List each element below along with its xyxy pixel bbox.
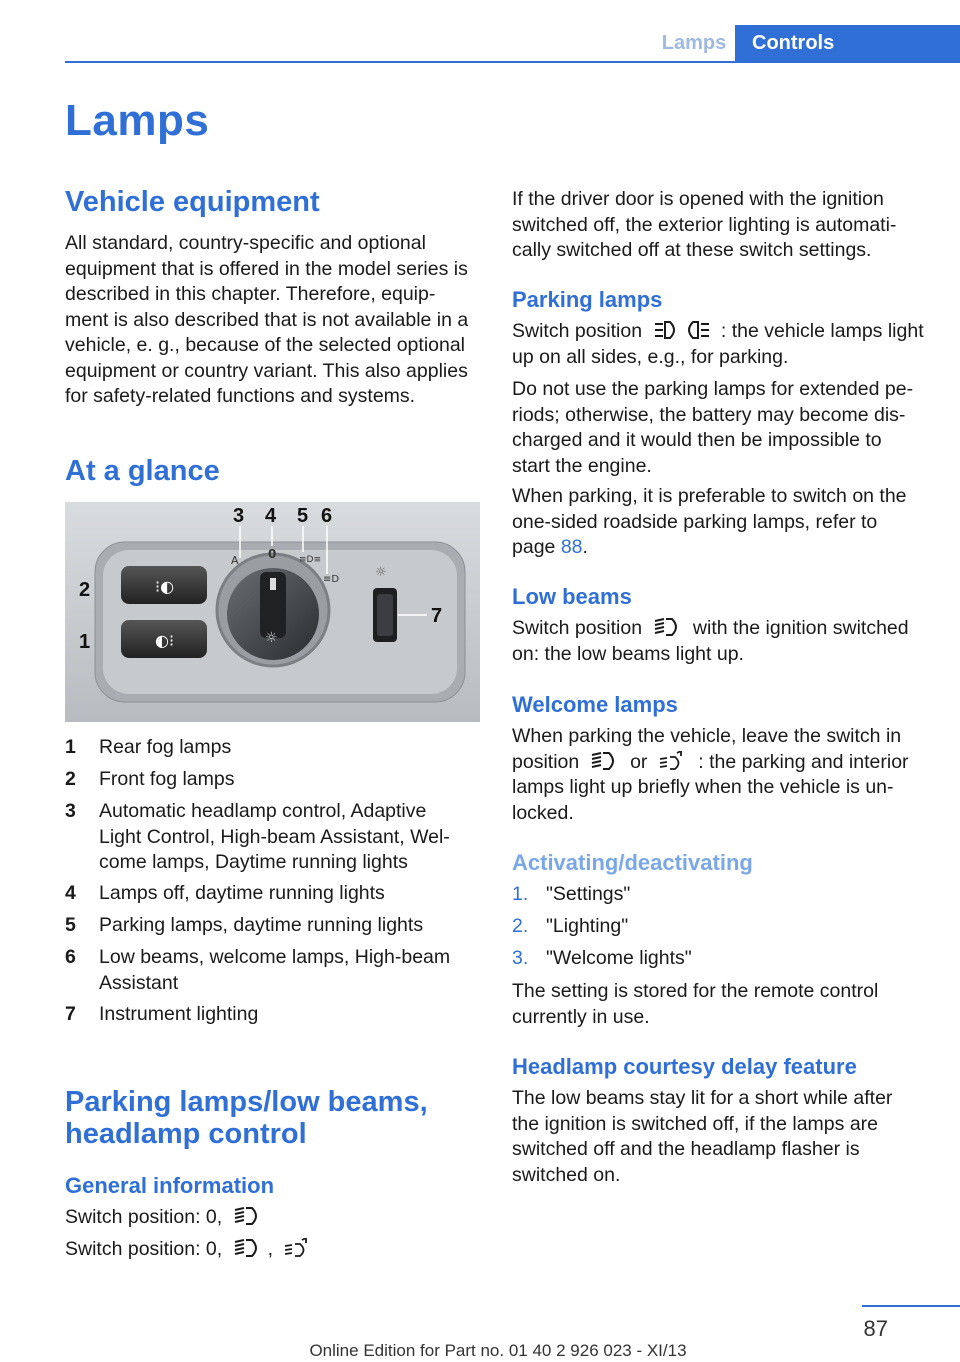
general-information-line1: Switch position: 0, xyxy=(65,1205,480,1231)
welcome-lamps-body: When parking the vehicle, leave the switch in position or : the parking and interior lamps light up briefly when the vehicle is un- locked. xyxy=(512,725,909,824)
low-beam-icon xyxy=(234,1206,262,1226)
light-switch-figure xyxy=(65,502,480,722)
callout-5: 5 xyxy=(297,505,309,527)
vehicle-equipment-heading: Vehicle equipment xyxy=(65,186,320,218)
dimmer-icon: ☼ xyxy=(375,565,387,580)
edition-footer: Online Edition for Part no. 01 40 2 926 023 - XI/13 xyxy=(309,1341,687,1360)
parking-lamps-heading: Parking lamps xyxy=(512,287,663,312)
welcome-lamps-heading: Welcome lamps xyxy=(512,692,678,717)
low-beam-icon xyxy=(654,617,682,637)
low-beams-heading: Low beams xyxy=(512,584,632,609)
parking-lamps-marking: ≡D≡ xyxy=(299,555,322,565)
callout-3: 3 xyxy=(233,505,245,527)
low-beam-marking: ≡D xyxy=(323,574,340,585)
header-rule xyxy=(65,61,960,63)
page-88-link[interactable]: 88 xyxy=(560,536,583,558)
page-title: Lamps xyxy=(65,96,210,145)
front-fog-lamp-icon: ⁝◐ xyxy=(155,577,175,596)
page-number: 87 xyxy=(863,1316,888,1341)
chapter-tab: Controls xyxy=(735,25,960,62)
exterior-lighting-intro: If the driver door is opened with the ignition switched off, the exterior lighting is automati- cally switched off at these switch settings. xyxy=(512,188,897,261)
remote-control-note: The setting is stored for the remote control currently in use. xyxy=(512,980,879,1028)
parking-lamps-body: Switch position : the vehicle lamps light up on all sides, e.g., for parking. xyxy=(512,320,924,368)
general-information-line2: Switch position: 0, , xyxy=(65,1237,480,1263)
callout-4: 4 xyxy=(265,505,277,527)
low-beam-icon xyxy=(591,751,619,771)
callout-1: 1 xyxy=(79,631,91,653)
callout-7: 7 xyxy=(431,605,443,627)
automatic-headlamp-icon xyxy=(284,1238,312,1258)
at-a-glance-heading: At a glance xyxy=(65,455,220,487)
activating-deactivating-heading: Activating/deactivating xyxy=(512,850,753,875)
rear-fog-lamp-icon: ◐⁝ xyxy=(155,631,175,650)
general-information-heading: General information xyxy=(65,1173,275,1198)
instrument-light-icon: ☼ xyxy=(265,630,278,646)
automatic-headlamp-marking: A xyxy=(231,554,239,567)
header-tabs xyxy=(643,25,960,62)
roadside-parking-note: When parking, it is preferable to switch on the one-sided roadside parking lamps, refer to page 88. xyxy=(512,485,907,558)
automatic-headlamp-icon xyxy=(659,751,687,771)
parking-lamps-icon xyxy=(654,320,710,340)
low-beams-body: Switch position with the ignition switched on: the low beams light up. xyxy=(512,617,909,665)
callout-2: 2 xyxy=(79,579,91,601)
courtesy-delay-heading: Headlamp courtesy delay feature xyxy=(512,1054,857,1079)
footer-rule xyxy=(862,1305,960,1307)
light-switch-illustration xyxy=(65,502,480,722)
parking-lamps-warning: Do not use the parking lamps for extended pe- riods; otherwise, the battery may become dis- charged and it would then be impossible to start the engine. xyxy=(512,378,914,477)
low-beam-icon xyxy=(234,1238,262,1258)
lamps-off-marking: 0 xyxy=(268,547,277,561)
vehicle-equipment-body: All standard, country-specific and optional equipment that is offered in the model series is described in this chapter. Therefore, equip- ment is also described that is not available in a vehicle, e. g., because of the selected optional equipment or country variant. This also applies for safety-related functions and systems. xyxy=(65,232,469,407)
section-tab: Lamps xyxy=(661,32,727,54)
courtesy-delay-body: The low beams stay lit for a short while after the ignition is switched off, if the lamps are switched off and the headlamp flasher is switched on. xyxy=(512,1087,893,1186)
parking-lamps-low-beams-heading: Parking lamps/low beams, headlamp control xyxy=(65,1086,428,1150)
callout-6: 6 xyxy=(321,505,333,527)
